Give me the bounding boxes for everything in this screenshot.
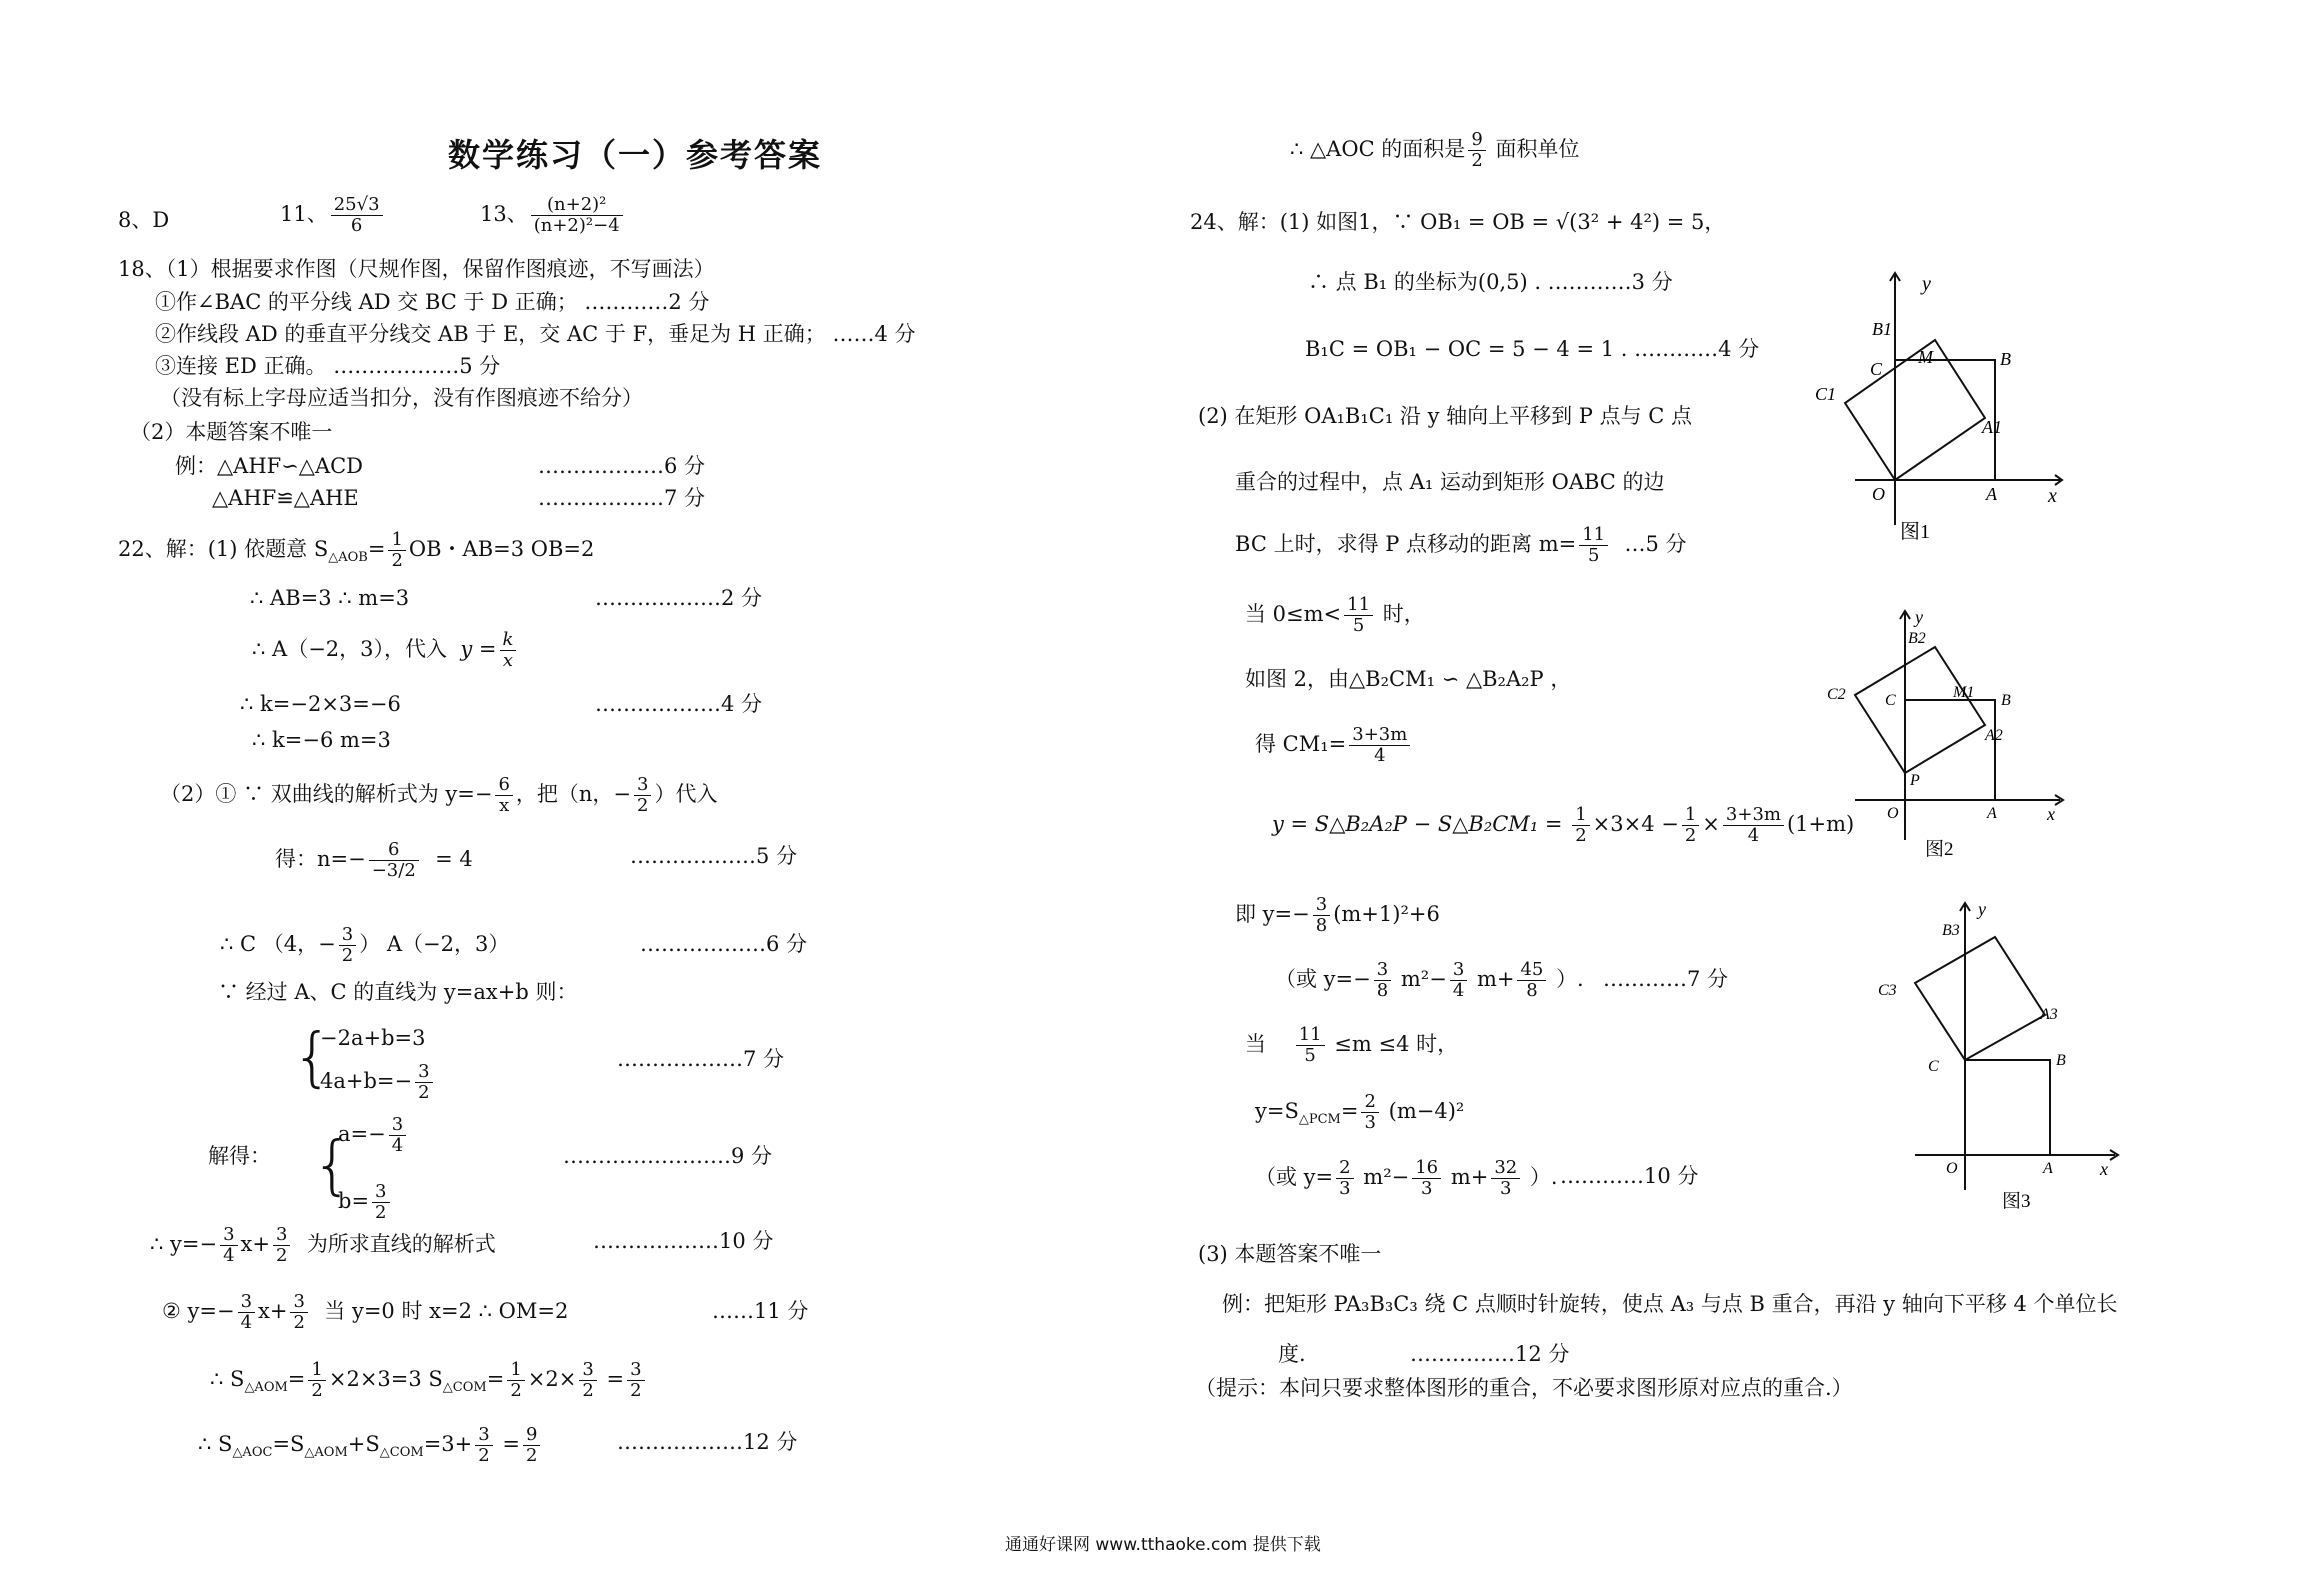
score: ………………4 分 bbox=[595, 692, 763, 716]
q24-line2: ∴ 点 B₁ 的坐标为(0,5) . …………3 分 bbox=[1308, 270, 1673, 294]
score: ……………………9 分 bbox=[563, 1144, 773, 1168]
label-b: B bbox=[2056, 1052, 2066, 1069]
label-c2: C2 bbox=[1827, 686, 1846, 703]
rectangle-pa2b2c2 bbox=[1855, 647, 1985, 773]
score: ……………12 分 bbox=[1410, 1342, 1570, 1366]
q22-line1: 22、解：(1) 依题意 $S_{\triangle AOB}=$ $\frac{1}{2}$ OB・AB=3 OB=2 bbox=[118, 529, 595, 571]
q22-line3: ∴ A（−2，3），代入 y = $\frac{k}{x}$ bbox=[252, 630, 519, 671]
q24-hint: （提示：本问只要求整体图形的重合，不必要求图形原对应点的重合.） bbox=[1195, 1376, 1853, 1400]
label-o: O bbox=[1872, 484, 1885, 504]
q24-example: 例：把矩形 PA₃B₃C₃ 绕 C 点顺时针旋转，使点 A₃ 与点 B 重合，再沿 y 轴向下平移 4 个单位长 bbox=[1222, 1292, 2118, 1316]
label-b1: B1 bbox=[1872, 319, 1892, 339]
label-o: O bbox=[1946, 1160, 1958, 1177]
system-eq2: 4a+b=− $\frac{3}{2}$ bbox=[320, 1062, 436, 1103]
score: ………………7 分 bbox=[538, 486, 706, 510]
label-c3: C3 bbox=[1878, 982, 1897, 999]
label-c: C bbox=[1885, 692, 1896, 709]
caption-fig3: 图3 bbox=[2002, 1191, 2031, 1212]
label-y: y bbox=[1978, 899, 1986, 919]
page-title: 数学练习（一）参考答案 bbox=[448, 136, 823, 174]
q18-example1: 例：△AHF∽△ACD bbox=[175, 454, 364, 478]
q22-line2: ∴ AB=3 ∴ m=3 bbox=[250, 586, 410, 610]
figure-1 bbox=[1800, 265, 2070, 545]
score: ………………6 分 bbox=[538, 454, 706, 478]
score: …………10 分 bbox=[1560, 1164, 1699, 1188]
score: ………………7 分 bbox=[617, 1047, 785, 1071]
label-a1: A1 bbox=[1982, 417, 2002, 437]
line-result: ∴ y=− $\frac{3}{4}$ x+ $\frac{3}{2}$ 为所求直线的解析式 bbox=[150, 1224, 496, 1266]
label-o: O bbox=[1887, 805, 1899, 822]
solution-a: a=− $\frac{3}{4}$ bbox=[338, 1115, 409, 1156]
caption-fig1: 图1 bbox=[1900, 521, 1930, 543]
label-c1: C1 bbox=[1815, 384, 1837, 404]
answer-8: 8、D bbox=[118, 208, 170, 232]
label-x: x bbox=[2047, 804, 2055, 824]
label-b: B bbox=[2000, 349, 2011, 369]
score: ………………12 分 bbox=[617, 1430, 798, 1454]
q18-part2: （2）本题答案不唯一 bbox=[130, 420, 333, 444]
q18-line: 18、（1）根据要求作图（尺规作图，保留作图痕迹，不写画法） bbox=[118, 257, 715, 281]
q24-area-expr: y = S△B₂A₂P − S△B₂CM₁ = $\frac{1}{2}$ ×3×4 − $\frac{1}{2}$ × $\frac{3+3m}{4}$ (1+m) bbox=[1272, 804, 1855, 846]
score: ………………5 分 bbox=[630, 844, 798, 868]
score: ………………2 分 bbox=[595, 586, 763, 610]
label-x: x bbox=[2048, 485, 2057, 507]
score: ………………6 分 bbox=[640, 932, 808, 956]
label-m: M bbox=[1918, 347, 1933, 367]
label-a3: A3 bbox=[2040, 1006, 2058, 1023]
q24-part2: (2) 在矩形 OA₁B₁C₁ 沿 y 轴向上平移到 P 点与 C 点 bbox=[1198, 404, 1693, 428]
fraction: $\frac{\text{(n+2)²}}{\text{(n+2)²−4}}$ bbox=[531, 195, 623, 236]
score: ……11 分 bbox=[712, 1299, 809, 1323]
label-b: B bbox=[2001, 692, 2011, 709]
area-aoc: ∴ $S_{\triangle AOC}=S_{\triangle AOM}+S_{\triangle COM}=3+$ $\frac{3}{2}$ = $\frac{9}{2}$ bbox=[198, 1425, 543, 1467]
area-aom: ∴ $S_{\triangle AOM}=$ $\frac{1}{2}$ ×2×3=3 $S_{\triangle COM}=$ $\frac{1}{2}$ ×2× $\frac{3}{2}$ = $\frac{3}{2}$ bbox=[210, 1360, 648, 1402]
q22-line-ac: ∵ 经过 A、C 的直线为 y=ax+b 则： bbox=[218, 980, 578, 1004]
q22-point-c: ∴ C （4，− $\frac{3}{2}$ ） A（−2，3） bbox=[220, 924, 510, 966]
q24-part3: (3) 本题答案不唯一 bbox=[1198, 1242, 1382, 1266]
score: …………7 分 bbox=[1603, 967, 1729, 991]
system-brace: { bbox=[292, 1021, 333, 1095]
q24-line5: 重合的过程中，点 A₁ 运动到矩形 OABC 的边 bbox=[1235, 470, 1665, 494]
q22-line5: ∴ k=−6 m=3 bbox=[252, 728, 391, 752]
label-b3: B3 bbox=[1942, 922, 1960, 939]
footer-source: 通通好课网 www.tthaoke.com 提供下载 bbox=[1005, 1535, 1321, 1555]
q24-example-end: 度. bbox=[1278, 1342, 1306, 1366]
solution-brace: { bbox=[312, 1129, 353, 1203]
label-a: A bbox=[2043, 1160, 2053, 1177]
answer-11: 11、 $\frac{25√3}{6}$ bbox=[280, 195, 386, 236]
q22-solve-n: 得：n=− $\frac{6}{-3/2}$ = 4 bbox=[275, 839, 473, 881]
figure-2 bbox=[1805, 605, 2075, 870]
fraction: $\frac{25√3}{6}$ bbox=[331, 195, 383, 236]
label-y: y bbox=[1922, 273, 1931, 295]
q24-case2: 当 $\frac{11}{5}$ ≤m ≤4 时， bbox=[1245, 1024, 1459, 1066]
label-c: C bbox=[1870, 359, 1883, 379]
q24-y2-alt: （或 y= $\frac{2}{3}$ m²− $\frac{16}{3}$ m+ $\frac{32}{3}$ ）. bbox=[1255, 1157, 1558, 1199]
q24-y1: 即 y=− $\frac{3}{8}$ (m+1)²+6 bbox=[1235, 894, 1440, 936]
label-a: A bbox=[1987, 805, 1997, 822]
figure-3 bbox=[1860, 895, 2130, 1225]
q22-line4: ∴ k=−2×3=−6 bbox=[240, 692, 401, 716]
q24-similar: 如图 2，由△B₂CM₁ ∽ △B₂A₂P ， bbox=[1245, 667, 1572, 691]
caption-fig2: 图2 bbox=[1925, 839, 1954, 860]
solution-b: b= $\frac{3}{2}$ bbox=[338, 1182, 393, 1223]
q24-y2: $y=S_{\triangle PCM}=$ $\frac{2}{3}$ (m−4)² bbox=[1255, 1091, 1465, 1133]
rectangle-oabc bbox=[1965, 1060, 2050, 1155]
q22-part2: （2）① ∵ 双曲线的解析式为 y=− $\frac{6}{x}$ ，把（n，− $\frac{3}{2}$ ）代入 bbox=[160, 774, 718, 816]
rectangle-pa3b3c3 bbox=[1915, 937, 2045, 1060]
label-a: A bbox=[1986, 484, 1997, 504]
label-y: y bbox=[1915, 607, 1923, 627]
q24-line1: 24、解：(1) 如图1，∵ OB₁ = OB = √(3² + 4²) = 5， bbox=[1190, 210, 1726, 234]
label-m1: M1 bbox=[1953, 684, 1975, 701]
q24-y1-alt: （或 y=− $\frac{3}{8}$ m²− $\frac{3}{4}$ m+ $\frac{45}{8}$ ）. bbox=[1275, 959, 1584, 1001]
solve-label: 解得： bbox=[208, 1144, 271, 1168]
label-c: C bbox=[1928, 1058, 1939, 1075]
q24-cm1: 得 CM₁= $\frac{3+3m}{4}$ bbox=[1255, 725, 1413, 766]
q18-example2: △AHF≌△AHE bbox=[212, 486, 359, 510]
system-eq1: −2a+b=3 bbox=[320, 1026, 426, 1050]
label-p: P bbox=[1910, 772, 1920, 789]
label-b2: B2 bbox=[1908, 630, 1926, 647]
q18-note: （没有标上字母应适当扣分，没有作图痕迹不给分） bbox=[160, 386, 643, 410]
label-x: x bbox=[2100, 1159, 2108, 1179]
aoc-area: ∴ △AOC 的面积是 $\frac{9}{2}$ 面积单位 bbox=[1290, 129, 1580, 171]
q24-line3: B₁C = OB₁ − OC = 5 − 4 = 1 . …………4 分 bbox=[1305, 337, 1760, 361]
score: ………………10 分 bbox=[593, 1229, 774, 1253]
rectangle-oabc bbox=[1895, 360, 1995, 480]
label-a2: A2 bbox=[1985, 727, 2003, 744]
q24-line6: BC 上时，求得 P 点移动的距离 m= $\frac{11}{5}$ …5 分 bbox=[1235, 524, 1687, 566]
q18-step2: ②作线段 AD 的垂直平分线交 AB 于 E，交 AC 于 F，垂足为 H 正确； ……4 分 bbox=[155, 322, 916, 346]
q18-step3: ③连接 ED 正确。 ………………5 分 bbox=[155, 354, 501, 378]
q18-step1: ①作∠BAC 的平分线 AD 交 BC 于 D 正确； …………2 分 bbox=[155, 290, 710, 314]
part2-2: ② y=− $\frac{3}{4}$ x+ $\frac{3}{2}$ 当 y=0 时 x=2 ∴ OM=2 bbox=[162, 1291, 569, 1333]
q24-case1: 当 0≤m< $\frac{11}{5}$ 时， bbox=[1245, 594, 1425, 636]
answer-13: 13、 $\frac{\text{(n+2)²}}{\text{(n+2)²−4}}$ bbox=[480, 195, 626, 236]
